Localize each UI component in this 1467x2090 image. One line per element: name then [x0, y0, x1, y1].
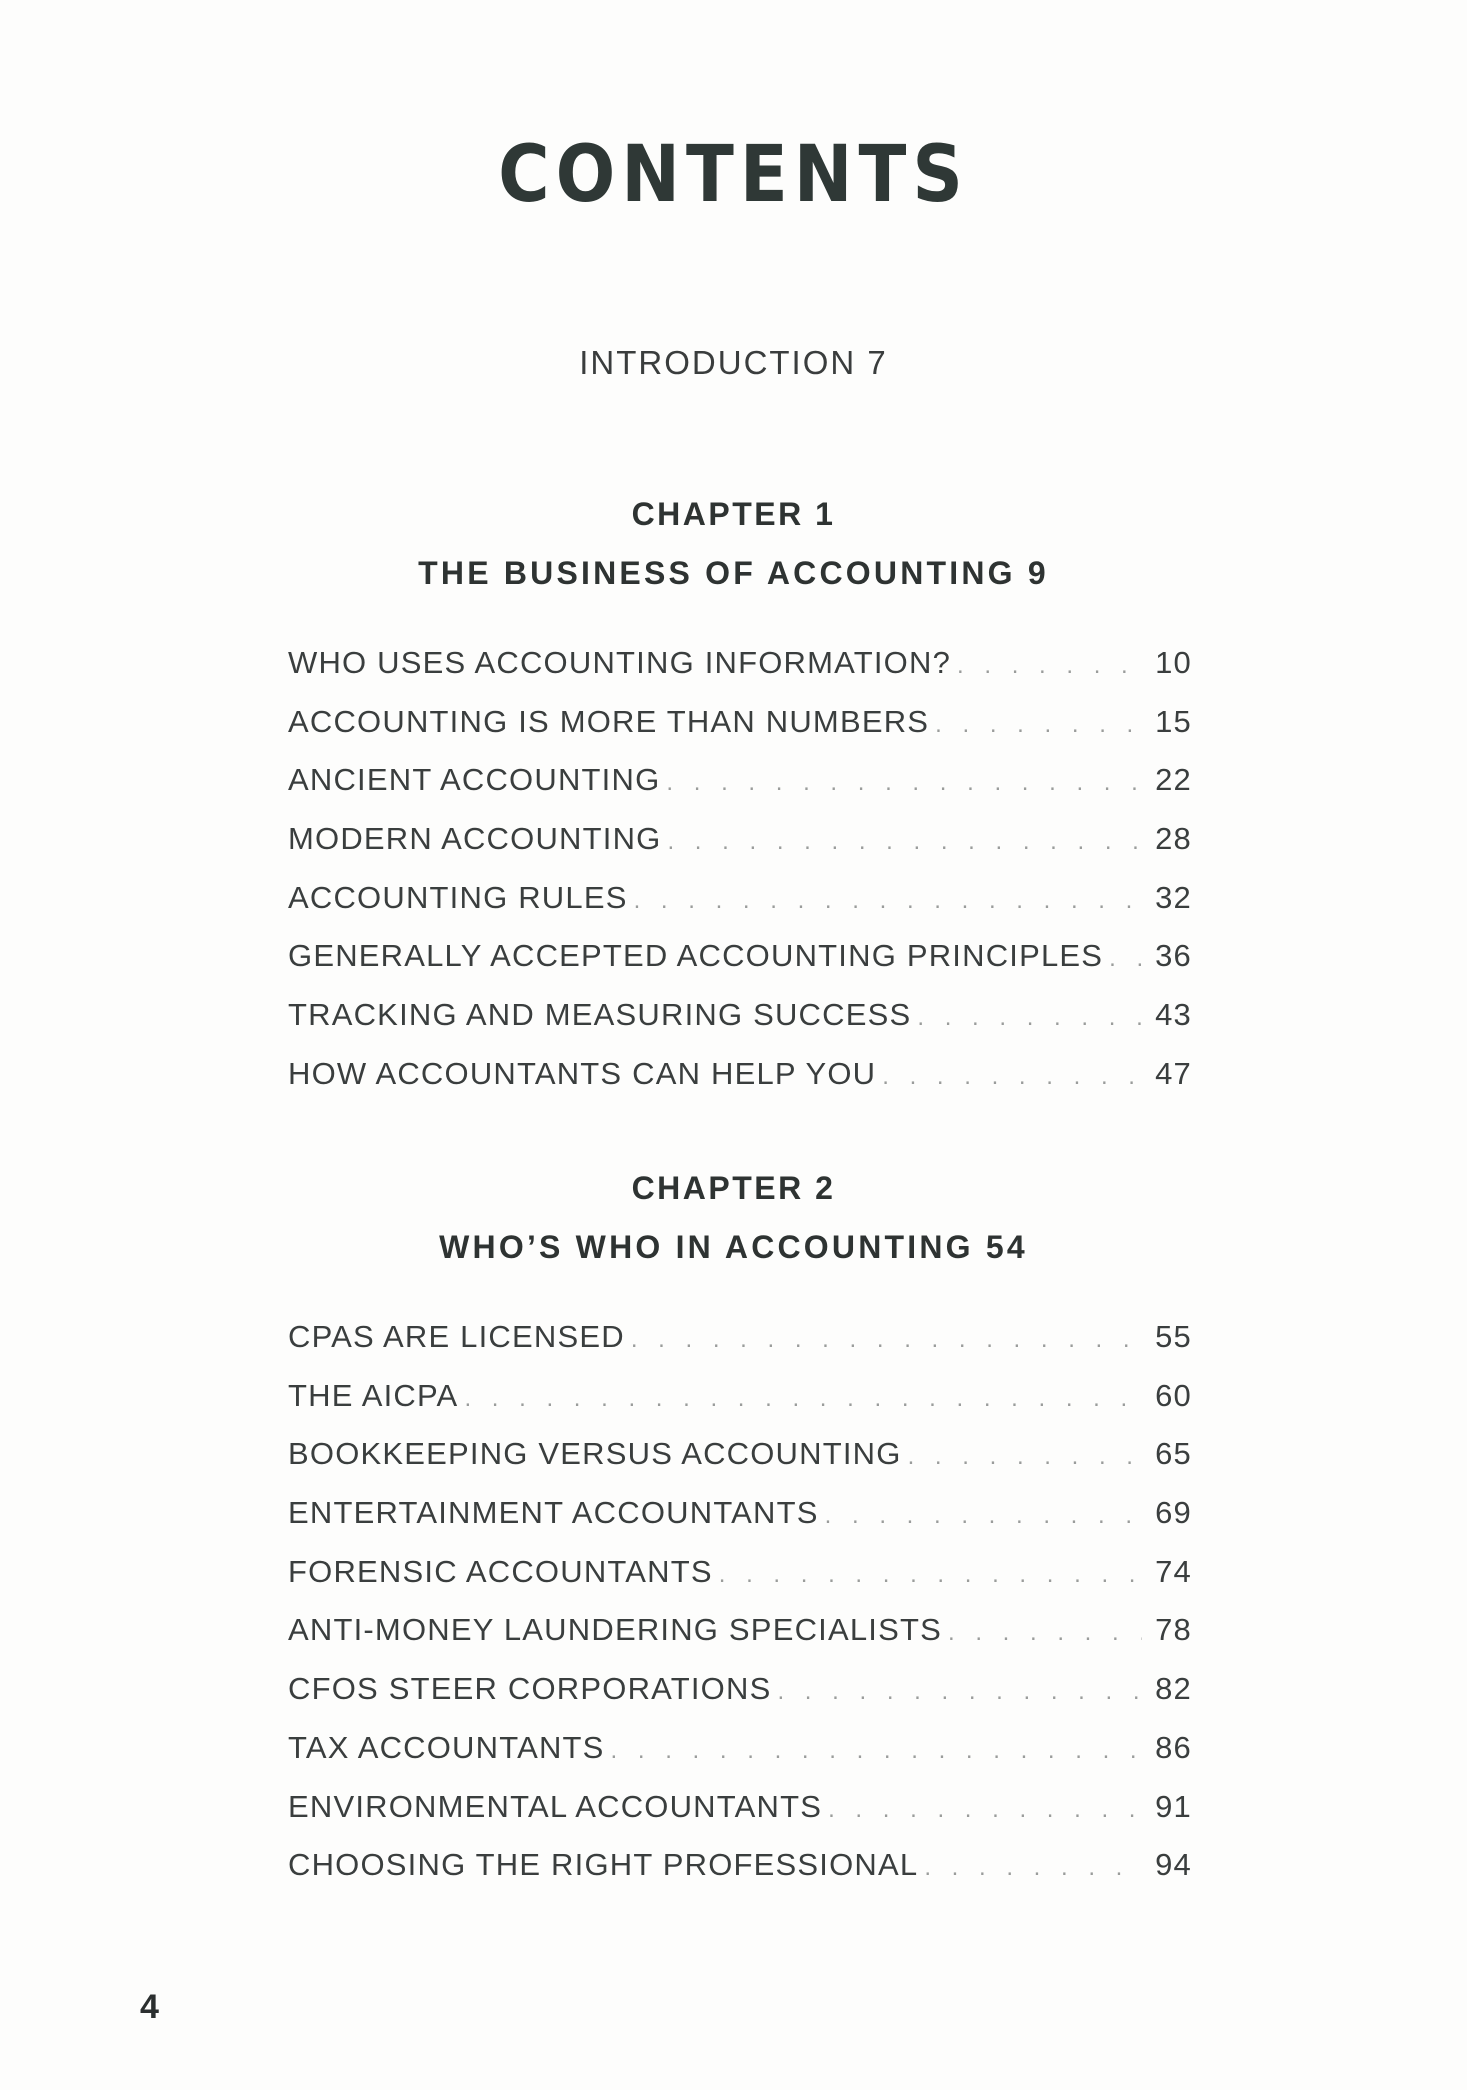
toc-entry-label: MODERN ACCOUNTING: [288, 821, 662, 857]
chapter-title: WHO’S WHO IN ACCOUNTING 54: [439, 1229, 1028, 1265]
toc-entry-label: CFOS STEER CORPORATIONS: [288, 1671, 772, 1707]
toc-entry-page: 47: [1155, 1055, 1192, 1091]
toc-entry-label: HOW ACCOUNTANTS CAN HELP YOU: [288, 1055, 877, 1091]
dot-leader: [667, 813, 1142, 872]
dot-leader: [825, 1487, 1142, 1546]
dot-leader: [777, 1663, 1142, 1722]
toc-entry-label: TRACKING AND MEASURING SUCCESS: [288, 997, 912, 1033]
dot-leader: [719, 1546, 1142, 1605]
dot-leader: [924, 1839, 1142, 1898]
chapter-1-toc: [288, 634, 1192, 1104]
toc-entry: [288, 1660, 1192, 1719]
toc-entry-label: THE AICPA: [288, 1377, 459, 1413]
toc-entry-label: WHO USES ACCOUNTING INFORMATION?: [288, 645, 952, 680]
dot-leader: [634, 872, 1142, 931]
dot-leader: [611, 1722, 1142, 1781]
dot-leader: [948, 1604, 1142, 1663]
toc-entry: [288, 1308, 1192, 1367]
dot-leader: [828, 1781, 1142, 1840]
introduction-entry: INTRODUCTION 7: [579, 344, 888, 381]
toc-entry-page: 86: [1155, 1729, 1192, 1765]
toc-entry-label: FORENSIC ACCOUNTANTS: [288, 1553, 713, 1589]
toc-entry: [288, 1778, 1192, 1837]
toc-entry: [288, 634, 1192, 693]
dot-leader: [666, 754, 1142, 813]
toc-entry-page: 69: [1155, 1495, 1192, 1531]
toc-entry-page: 82: [1155, 1671, 1192, 1707]
toc-entry: [288, 693, 1192, 752]
toc-entry-page: 15: [1155, 703, 1192, 739]
chapter-title: THE BUSINESS OF ACCOUNTING 9: [418, 555, 1049, 591]
toc-entry-page: 65: [1155, 1436, 1192, 1472]
toc-entry: [288, 927, 1192, 986]
dot-leader: [1109, 930, 1142, 989]
toc-entry-page: 32: [1155, 879, 1192, 915]
dot-leader: [935, 696, 1142, 755]
toc-entry-label: ACCOUNTING RULES: [288, 879, 628, 915]
toc-entry: [288, 1045, 1192, 1104]
toc-entry-label: ANTI-MONEY LAUNDERING SPECIALISTS: [288, 1612, 942, 1648]
toc-entry: [288, 1719, 1192, 1778]
chapter-heading-2: [0, 1168, 1467, 1267]
toc-entry: [288, 810, 1192, 869]
toc-entry-page: 78: [1155, 1612, 1192, 1648]
toc-entry-page: 60: [1155, 1377, 1192, 1413]
toc-entry-page: 28: [1155, 821, 1192, 857]
toc-entry: [288, 1601, 1192, 1660]
toc-entry: [288, 751, 1192, 810]
toc-entry-page: 10: [1155, 645, 1192, 680]
toc-entry-label: ENVIRONMENTAL ACCOUNTANTS: [288, 1788, 823, 1824]
toc-entry-page: 22: [1155, 762, 1192, 798]
toc-entry-page: 55: [1155, 1319, 1192, 1354]
chapter-label: CHAPTER 1: [631, 496, 836, 532]
dot-leader: [917, 989, 1142, 1048]
toc-entry: [288, 1543, 1192, 1602]
toc-entry-page: 74: [1155, 1553, 1192, 1589]
toc-entry-label: ANCIENT ACCOUNTING: [288, 762, 661, 798]
toc-entry: [288, 1367, 1192, 1426]
chapter-2-toc: [288, 1308, 1192, 1895]
toc-entry: [288, 869, 1192, 928]
dot-leader: [464, 1370, 1142, 1429]
page-number: 4: [140, 1988, 159, 2026]
toc-entry-page: 36: [1155, 938, 1192, 974]
toc-entry-label: CHOOSING THE RIGHT PROFESSIONAL: [288, 1847, 919, 1883]
page-title: CONTENTS: [498, 130, 969, 220]
toc-entry-label: ACCOUNTING IS MORE THAN NUMBERS: [288, 703, 930, 739]
chapter-heading-1: [0, 494, 1467, 593]
toc-entry: [288, 1836, 1192, 1895]
dot-leader: [882, 1048, 1142, 1107]
dot-leader: [631, 1311, 1142, 1370]
toc-entry-label: GENERALLY ACCEPTED ACCOUNTING PRINCIPLES: [288, 938, 1104, 974]
toc-entry-label: ENTERTAINMENT ACCOUNTANTS: [288, 1495, 819, 1531]
toc-entry-page: 94: [1155, 1847, 1192, 1883]
dot-leader: [908, 1428, 1142, 1487]
toc-entry: [288, 986, 1192, 1045]
chapter-label: CHAPTER 2: [631, 1170, 836, 1206]
toc-entry: [288, 1484, 1192, 1543]
toc-entry-page: 91: [1155, 1788, 1192, 1824]
dot-leader: [957, 637, 1142, 696]
toc-entry: [288, 1425, 1192, 1484]
toc-entry-label: BOOKKEEPING VERSUS ACCOUNTING: [288, 1436, 902, 1472]
toc-entry-label: CPAS ARE LICENSED: [288, 1319, 625, 1354]
toc-entry-label: TAX ACCOUNTANTS: [288, 1729, 605, 1765]
toc-entry-page: 43: [1155, 997, 1192, 1033]
